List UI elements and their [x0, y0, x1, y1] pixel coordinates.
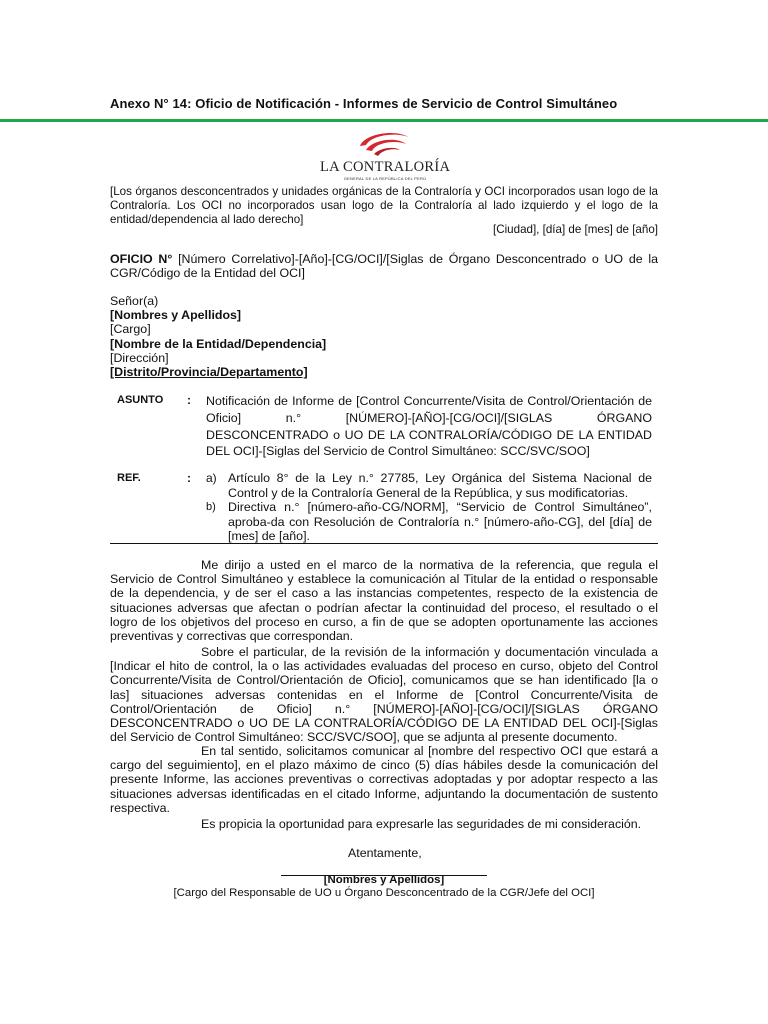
ref-colon: :	[187, 471, 191, 485]
addressee-name: [Nombres y Apellidos]	[110, 308, 242, 323]
addressee-address: [Dirección]	[110, 350, 169, 365]
date-line: [Ciudad], [día] de [mes] de [año]	[493, 223, 658, 236]
asunto-colon: :	[187, 393, 191, 407]
signer-cargo: [Cargo del Responsable de UO u Órgano Desconcentrado de la CGR/Jefe del OCI]	[173, 887, 595, 899]
contraloria-swirl-icon	[356, 130, 414, 160]
body-paragraph: En tal sentido, solicitamos comunicar al [nombre del respectivo OCI que estará a cargo del seguimiento], en el plazo máximo de cinco (5) días hábiles desde la comunicación del presente Informe, las acciones preventivas o correctivas adoptadas y por adoptar respecto a las situaciones adversas identificadas en el citado Informe, adjuntando la documentación de sustento respectiva.	[110, 744, 658, 815]
ref-item-text: Directiva n.° [número-año-CG/NORM], “Servicio de Control Simultáneo”, aproba-da con Resolución de Contraloría n.° [número-año-CG], del [día] de [mes] de [año].	[228, 500, 652, 544]
addressee-entity: [Nombre de la Entidad/Dependencia]	[110, 336, 327, 351]
logo-subtitle: GENERAL DE LA REPÚBLICA DEL PERÚ	[343, 176, 427, 181]
logo-usage-note: [Los órganos desconcentrados y unidades orgánicas de la Contraloría y OCI incorporados usan logo de la Contraloría. Los OCI no incorporados usan logo de la Contraloría al lado izquierdo y el logo de la entidad/dependencia al lado derecho]	[110, 185, 658, 226]
body-paragraph: Sobre el particular, de la revisión de la información y documentación vinculada a [Indicar el hito de control, la o las actividades evaluadas del proceso en curso, objeto del Control Concurrente/Visita de Control/Orientación de Oficio], comunicamos que se han identificado [la o las] situaciones adversas contenidas en el Informe de [Control Concurrente/Visita de Control/Orientación de Oficio] n.° [NÚMERO]-[AÑO]-[CG/OCI]/[SIGLAS ÓRGANO DESCONCENTRADO o UO DE LA CONTRALORÍA/CÓDIGO DE LA ENTIDAD DEL OCI]-[Siglas del Servicio de Control Simultáneo: SCC/SVC/SOO], que se adjunta al presente documento.	[110, 645, 658, 745]
salutation: Señor(a)	[110, 294, 159, 308]
body-paragraph: Me dirijo a usted en el marco de la normativa de la referencia, que regula el Servicio de Control Simultáneo y establece la comunicación al Titular de la entidad o responsable de la dependencia, y de ser el caso a las instancias competentes, respecto de la existencia de situaciones adversas que afectan o podrían afectar la continuidad del proceso, el resultado o el logro de los objetivos del proceso en curso, a fin de que se adopten oportunamente las acciones preventivas y correctivas que correspondan.	[110, 558, 658, 644]
asunto-text: Notificación de Informe de [Control Concurrente/Visita de Control/Orientación de Oficio] n.° [NÚMERO]-[AÑO]-[CG/OCI]/[SIGLAS ÓRGANO DESCONCENTRADO o UO DE LA CONTRALORÍA/CÓDIGO DE LA ENTIDAD DEL OCI]-[Siglas del Servicio de Control Simultáneo: SCC/SVC/SOO]	[206, 394, 652, 459]
logo-name: LA CONTRALORÍA	[320, 159, 451, 175]
addressee-block	[110, 294, 510, 379]
closing-courtesy: Es propicia la oportunidad para expresarle las seguridades de mi consideración.	[201, 817, 642, 831]
oficio-label: OFICIO N°	[110, 252, 173, 266]
contraloria-logo	[320, 130, 450, 182]
ref-label: REF.	[117, 472, 141, 484]
asunto-label: ASUNTO	[117, 394, 164, 406]
signer-name: [Nombres y Apellidos]	[323, 874, 445, 886]
oficio-text: [Número Correlativo]-[Año]-[CG/OCI]/[Siglas de Órgano Desconcentrado o UO de la CGR/Código de la Entidad del OCI]	[110, 252, 659, 280]
page-title: Anexo N° 14: Oficio de Notificación - Informes de Servicio de Control Simultáneo	[110, 96, 618, 111]
addressee-district: [Distrito/Provincia/Departamento]	[110, 365, 308, 380]
header-divider	[0, 119, 768, 122]
ref-divider	[110, 543, 658, 544]
ref-item-letter: b)	[206, 501, 216, 513]
addressee-cargo: [Cargo]	[110, 322, 151, 337]
ref-item-text: Artículo 8° de la Ley n.° 27785, Ley Orgánica del Sistema Nacional de Control y de la Contraloría General de la República, y sus modificatorias.	[228, 471, 652, 500]
closing-greeting: Atentamente,	[348, 846, 422, 860]
oficio-number	[110, 252, 658, 280]
ref-item-letter: a)	[206, 471, 217, 485]
